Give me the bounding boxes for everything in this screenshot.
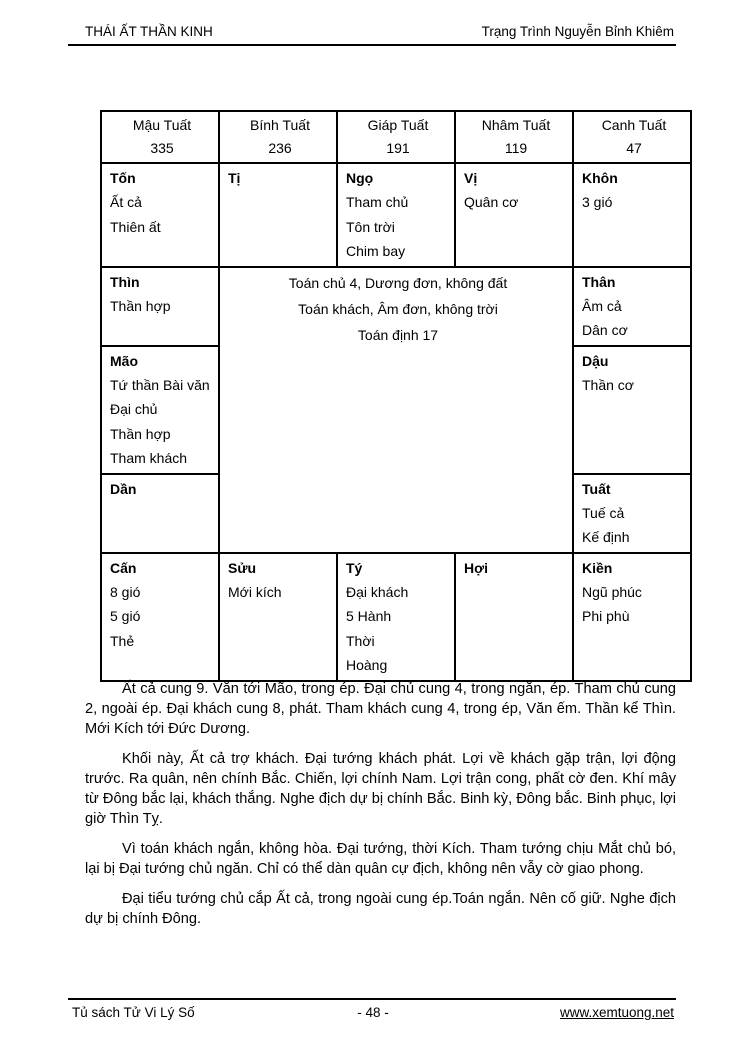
palace-line: 3 gió: [582, 194, 613, 210]
year-value: 47: [626, 140, 642, 156]
footer-series-title: Tủ sách Tử Vi Lý Số: [72, 1005, 195, 1020]
palace-line: Ngũ phúc: [582, 583, 642, 600]
year-value: 119: [504, 140, 528, 156]
palace-label: Khôn: [582, 170, 618, 186]
palace-cell-mao: [101, 346, 219, 474]
palace-row-bottom: [101, 553, 691, 681]
palace-line: Tham chủ: [346, 194, 409, 210]
palace-line: Thẻ: [110, 632, 135, 649]
palace-line: Dân cơ: [582, 322, 628, 338]
palace-line: Âm cả: [582, 297, 622, 314]
palace-line: Tuế cả: [582, 504, 625, 521]
palace-cell-ti: [219, 163, 337, 267]
body-text: [85, 679, 676, 939]
palace-cell-than: [573, 267, 691, 346]
palace-cell-kien: [573, 553, 691, 681]
palace-label: Vị: [464, 170, 478, 186]
thai-at-chart: [100, 110, 692, 682]
palace-label: Tị: [228, 170, 241, 186]
year-value: 236: [268, 140, 292, 156]
year-name: Giáp Tuất: [367, 117, 429, 133]
palace-label: Tốn: [110, 170, 136, 186]
palace-line: Kế định: [582, 529, 630, 545]
year-name: Canh Tuất: [601, 117, 667, 133]
year-value: 335: [150, 140, 174, 156]
year-cell-canh-tuat: [573, 111, 691, 163]
palace-cell-thin: [101, 267, 219, 346]
center-line: Toán chủ 4, Dương đơn, không đất: [288, 274, 508, 291]
year-name: Bính Tuất: [250, 117, 310, 133]
palace-line: Ất cả: [110, 194, 142, 210]
palace-line: Hoàng: [346, 657, 388, 673]
palace-line: Quân cơ: [464, 194, 519, 210]
palace-label: Cấn: [110, 559, 137, 576]
palace-row-mid1: [101, 267, 691, 346]
author-name: Trạng Trình Nguyễn Bỉnh Khiêm: [481, 24, 674, 39]
palace-line: Đại khách: [346, 583, 409, 600]
palace-cell-ngo: [337, 163, 455, 267]
palace-cell-can: [101, 553, 219, 681]
center-line: Toán định 17: [357, 326, 439, 343]
year-name: Mậu Tuất: [132, 117, 192, 133]
palace-cell-dan: [101, 474, 219, 553]
palace-label: Thìn: [110, 273, 140, 290]
page-header: [68, 24, 676, 46]
palace-label: Thân: [582, 273, 616, 290]
palace-label: Tuất: [582, 480, 611, 497]
palace-label: Dậu: [582, 352, 609, 369]
palace-row-top: [101, 163, 691, 267]
palace-line: 5 Hành: [346, 608, 392, 624]
year-cell-binh-tuat: [219, 111, 337, 163]
palace-cell-dau: [573, 346, 691, 474]
palace-line: 8 gió: [110, 583, 141, 600]
center-summary: [219, 267, 573, 553]
palace-line: Thần cơ: [582, 376, 634, 393]
palace-label: Tý: [346, 559, 363, 576]
palace-label: Hợi: [464, 559, 488, 576]
palace-line: Đại chủ: [110, 401, 158, 417]
website-link[interactable]: www.xemtuong.net: [559, 1005, 675, 1020]
paragraph-4: Đại tiểu tướng chủ cắp Ất cả, trong ngoài cung ép.Toán ngắn. Nên cố giữ. Nghe địch dự bị chính Đông.: [85, 891, 676, 927]
palace-line: Tứ thần Bài văn: [110, 376, 210, 393]
palace-label: Ngọ: [346, 170, 374, 186]
palace-cell-suu: [219, 553, 337, 681]
palace-line: Thần hợp: [110, 297, 171, 314]
paragraph-3: Vì toán khách ngắn, không hòa. Đại tướng, thời Kích. Tham tướng chịu Mắt chủ bó, lại bị Đại tướng chủ ngăn. Chỉ có thể dàn quân cự địch, không nên vẫy cờ giao phong.: [85, 841, 676, 877]
year-row: [101, 111, 691, 163]
year-name: Nhâm Tuất: [481, 117, 551, 133]
palace-line: Tham khách: [110, 450, 188, 466]
palace-line: Mới kích: [228, 583, 282, 600]
palace-label: Dần: [110, 480, 137, 497]
palace-line: Tôn trời: [346, 218, 395, 235]
palace-line: Thiên ất: [110, 218, 161, 235]
book-title: THÁI ẤT THẦN KINH: [85, 24, 213, 39]
palace-label: Mão: [110, 352, 138, 369]
palace-line: 5 gió: [110, 608, 141, 624]
paragraph-2: Khối này, Ất cả trợ khách. Đại tướng khách phát. Lợi về khách gặp trận, lợi động trước. Ra quân, nên chính Bắc. Chiến, lợi chính Nam. Lợi trận cong, phất cờ đen. Khí mây từ Đông bắc lại, khách thắng. Nghe địch dự bị chính Bắc. Binh kỳ, Đông bắc. Binh phục, lợi giờ Thìn Tỵ.: [85, 751, 676, 827]
page-footer: [68, 998, 676, 1020]
center-line: Toán khách, Âm đơn, không trời: [298, 300, 498, 317]
palace-line: Phi phù: [582, 608, 630, 624]
palace-cell-tuat: [573, 474, 691, 553]
year-cell-giap-tuat: [337, 111, 455, 163]
palace-label: Kiền: [582, 559, 613, 576]
palace-line: Thần hợp: [110, 425, 171, 442]
year-cell-nham-tuat: [455, 111, 573, 163]
palace-cell-ton: [101, 163, 219, 267]
palace-cell-vi: [455, 163, 573, 267]
palace-line: Chim bay: [346, 243, 406, 259]
page-number: - 48 -: [357, 1005, 389, 1020]
palace-cell-khon: [573, 163, 691, 267]
year-cell-mau-tuat: [101, 111, 219, 163]
palace-cell-hoi: [455, 553, 573, 681]
paragraph-1: Ất cả cung 9. Văn tới Mão, trong ép. Đại chủ cung 4, trong ngăn, ép. Tham chủ cung 2, ngoài ép. Đại khách cung 8, phát. Tham khách cung 4, trong ép, Văn ếm. Thần kể Thìn. Mới Kích tới Đức Dương.: [85, 681, 676, 737]
palace-cell-ty: [337, 553, 455, 681]
palace-label: Sửu: [228, 559, 257, 576]
year-value: 191: [386, 140, 410, 156]
palace-line: Thời: [346, 632, 375, 649]
